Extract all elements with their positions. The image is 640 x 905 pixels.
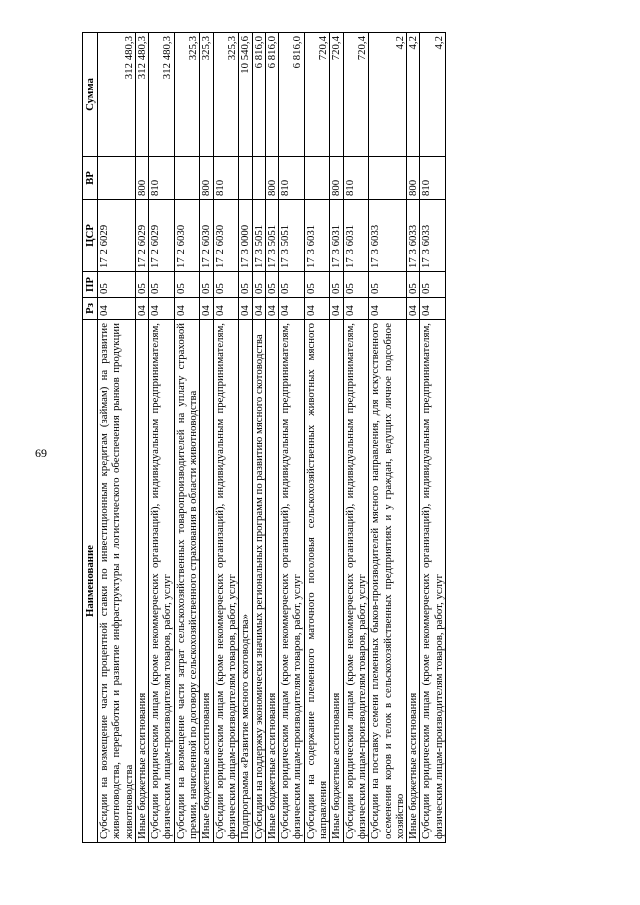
cell-pr: 05 — [343, 272, 369, 298]
cell-name: Субсидии юридическим лицам (кроме некоммерческих организаций), индивидуальным предпринимателям, физическим лицам-производителям товаров, работ, услуг — [279, 320, 305, 843]
cell-sum: 312 480,3 — [135, 33, 148, 157]
table-row — [200, 33, 213, 843]
cell-csr: 17 2 6030 — [213, 200, 239, 272]
cell-rz: 04 — [265, 298, 278, 320]
table-row — [265, 33, 278, 843]
header-rz: Рз — [83, 298, 98, 320]
cell-csr: 17 2 6029 — [98, 200, 136, 272]
cell-pr: 05 — [200, 272, 213, 298]
cell-name: Иные бюджетные ассигнования — [265, 320, 278, 843]
cell-csr: 17 2 6030 — [200, 200, 213, 272]
cell-name: Иные бюджетные ассигнования — [135, 320, 148, 843]
cell-csr: 17 2 6029 — [149, 200, 175, 272]
cell-pr: 05 — [135, 272, 148, 298]
cell-sum: 325,3 — [174, 33, 200, 157]
cell-rz: 04 — [135, 298, 148, 320]
cell-name: Субсидии юридическим лицам (кроме некоммерческих организаций), индивидуальным предпринимателям, физическим лицам-производителям товаров, работ, услуг — [149, 320, 175, 843]
cell-rz: 04 — [279, 298, 305, 320]
cell-rz: 04 — [304, 298, 330, 320]
cell-rz: 04 — [98, 298, 136, 320]
cell-rz: 04 — [343, 298, 369, 320]
header-sum: Сумма — [83, 33, 98, 157]
table-header-row — [83, 33, 98, 843]
table-row — [213, 33, 239, 843]
cell-vr — [304, 157, 330, 200]
cell-sum: 312 480,3 — [98, 33, 136, 157]
cell-sum: 6 816,0 — [279, 33, 305, 157]
table-row — [330, 33, 343, 843]
cell-pr: 05 — [407, 272, 420, 298]
cell-sum: 720,4 — [304, 33, 330, 157]
cell-rz: 04 — [213, 298, 239, 320]
cell-rz: 04 — [200, 298, 213, 320]
cell-sum: 6 816,0 — [252, 33, 265, 157]
cell-pr: 05 — [265, 272, 278, 298]
cell-csr: 17 3 5051 — [252, 200, 265, 272]
budget-table — [82, 32, 446, 843]
cell-csr: 17 3 0000 — [239, 200, 252, 272]
cell-sum: 6 816,0 — [265, 33, 278, 157]
cell-csr: 17 3 5051 — [279, 200, 305, 272]
cell-vr: 800 — [135, 157, 148, 200]
cell-pr: 05 — [98, 272, 136, 298]
cell-sum: 4,2 — [369, 33, 407, 157]
cell-name: Субсидии юридическим лицам (кроме некоммерческих организаций), индивидуальным предпринимателям, физическим лицам-производителям товаров, работ, услуг — [420, 320, 446, 843]
cell-csr: 17 2 6029 — [135, 200, 148, 272]
cell-pr: 05 — [420, 272, 446, 298]
cell-sum: 325,3 — [200, 33, 213, 157]
cell-rz: 04 — [330, 298, 343, 320]
cell-rz: 04 — [149, 298, 175, 320]
cell-sum: 4,2 — [407, 33, 420, 157]
cell-vr: 810 — [343, 157, 369, 200]
cell-rz: 04 — [239, 298, 252, 320]
cell-rz: 04 — [369, 298, 407, 320]
cell-vr — [174, 157, 200, 200]
cell-vr: 800 — [200, 157, 213, 200]
cell-sum: 312 480,3 — [149, 33, 175, 157]
cell-name: Субсидии на поддержку экономически значимых региональных программ по развитию мясного скотоводства — [252, 320, 265, 843]
page-number: 69 — [35, 446, 47, 460]
cell-vr: 810 — [149, 157, 175, 200]
table-row — [407, 33, 420, 843]
table-row — [149, 33, 175, 843]
table-row — [369, 33, 407, 843]
cell-name: Иные бюджетные ассигнования — [330, 320, 343, 843]
table-row — [135, 33, 148, 843]
cell-rz: 04 — [174, 298, 200, 320]
cell-vr: 810 — [213, 157, 239, 200]
cell-name: Субсидии на содержание племенного маточного поголовья сельскохозяйственных животных мясного направления — [304, 320, 330, 843]
table-row — [98, 33, 136, 843]
cell-name: Подпрограмма «Развитие мясного скотоводства» — [239, 320, 252, 843]
cell-name: Субсидии на возмещение части затрат сельскохозяйственных товаропроизводителей на уплату страховой премии, начисленной по договору сельскохозяйственного страхования в области животноводства — [174, 320, 200, 843]
cell-vr — [98, 157, 136, 200]
cell-name: Субсидии на возмещение части процентной ставки по инвестиционным кредитам (займам) на развитие животноводства, переработки и развитие инфраструктуры и логистического обеспечения рынков продукции животноводства — [98, 320, 136, 843]
budget-table-rotated — [82, 33, 446, 843]
cell-csr: 17 3 6031 — [330, 200, 343, 272]
cell-name: Субсидии юридическим лицам (кроме некоммерческих организаций), индивидуальным предпринимателям, физическим лицам-производителям товаров, работ, услуг — [343, 320, 369, 843]
cell-vr: 800 — [407, 157, 420, 200]
cell-rz: 04 — [420, 298, 446, 320]
table-row — [239, 33, 252, 843]
cell-name: Иные бюджетные ассигнования — [407, 320, 420, 843]
table-row — [252, 33, 265, 843]
cell-vr — [252, 157, 265, 200]
cell-csr: 17 3 6031 — [304, 200, 330, 272]
header-csr: ЦСР — [83, 200, 98, 272]
table-row — [304, 33, 330, 843]
cell-rz: 04 — [252, 298, 265, 320]
cell-pr: 05 — [330, 272, 343, 298]
cell-vr: 810 — [420, 157, 446, 200]
table-row — [343, 33, 369, 843]
cell-pr: 05 — [213, 272, 239, 298]
header-vr: ВР — [83, 157, 98, 200]
cell-csr: 17 2 6030 — [174, 200, 200, 272]
cell-sum: 325,3 — [213, 33, 239, 157]
cell-sum: 10 540,6 — [239, 33, 252, 157]
cell-csr: 17 3 6033 — [420, 200, 446, 272]
table-row — [174, 33, 200, 843]
cell-pr: 05 — [239, 272, 252, 298]
table-row — [279, 33, 305, 843]
cell-sum: 4,2 — [420, 33, 446, 157]
cell-pr: 05 — [174, 272, 200, 298]
cell-pr: 05 — [304, 272, 330, 298]
cell-pr: 05 — [252, 272, 265, 298]
cell-vr — [239, 157, 252, 200]
cell-vr: 800 — [330, 157, 343, 200]
cell-csr: 17 3 6033 — [407, 200, 420, 272]
cell-csr: 17 3 6031 — [343, 200, 369, 272]
cell-csr: 17 3 6033 — [369, 200, 407, 272]
cell-csr: 17 3 5051 — [265, 200, 278, 272]
header-name: Наименование — [83, 320, 98, 843]
cell-sum: 720,4 — [330, 33, 343, 157]
cell-vr: 800 — [265, 157, 278, 200]
cell-pr: 05 — [149, 272, 175, 298]
header-pr: ПР — [83, 272, 98, 298]
cell-rz: 04 — [407, 298, 420, 320]
cell-vr: 810 — [279, 157, 305, 200]
cell-sum: 720,4 — [343, 33, 369, 157]
cell-pr: 05 — [369, 272, 407, 298]
cell-pr: 05 — [279, 272, 305, 298]
cell-name: Субсидии юридическим лицам (кроме некоммерческих организаций), индивидуальным предпринимателям, физическим лицам-производителям товаров, работ, услуг — [213, 320, 239, 843]
cell-vr — [369, 157, 407, 200]
cell-name: Иные бюджетные ассигнования — [200, 320, 213, 843]
cell-name: Субсидии на поставку семени племенных быков-производителей мясного направления, для искусственного осеменения коров и телок в сельскохозяйственных предприятиях и у граждан, ведущих личное подсобное хозяйство — [369, 320, 407, 843]
table-row — [420, 33, 446, 843]
